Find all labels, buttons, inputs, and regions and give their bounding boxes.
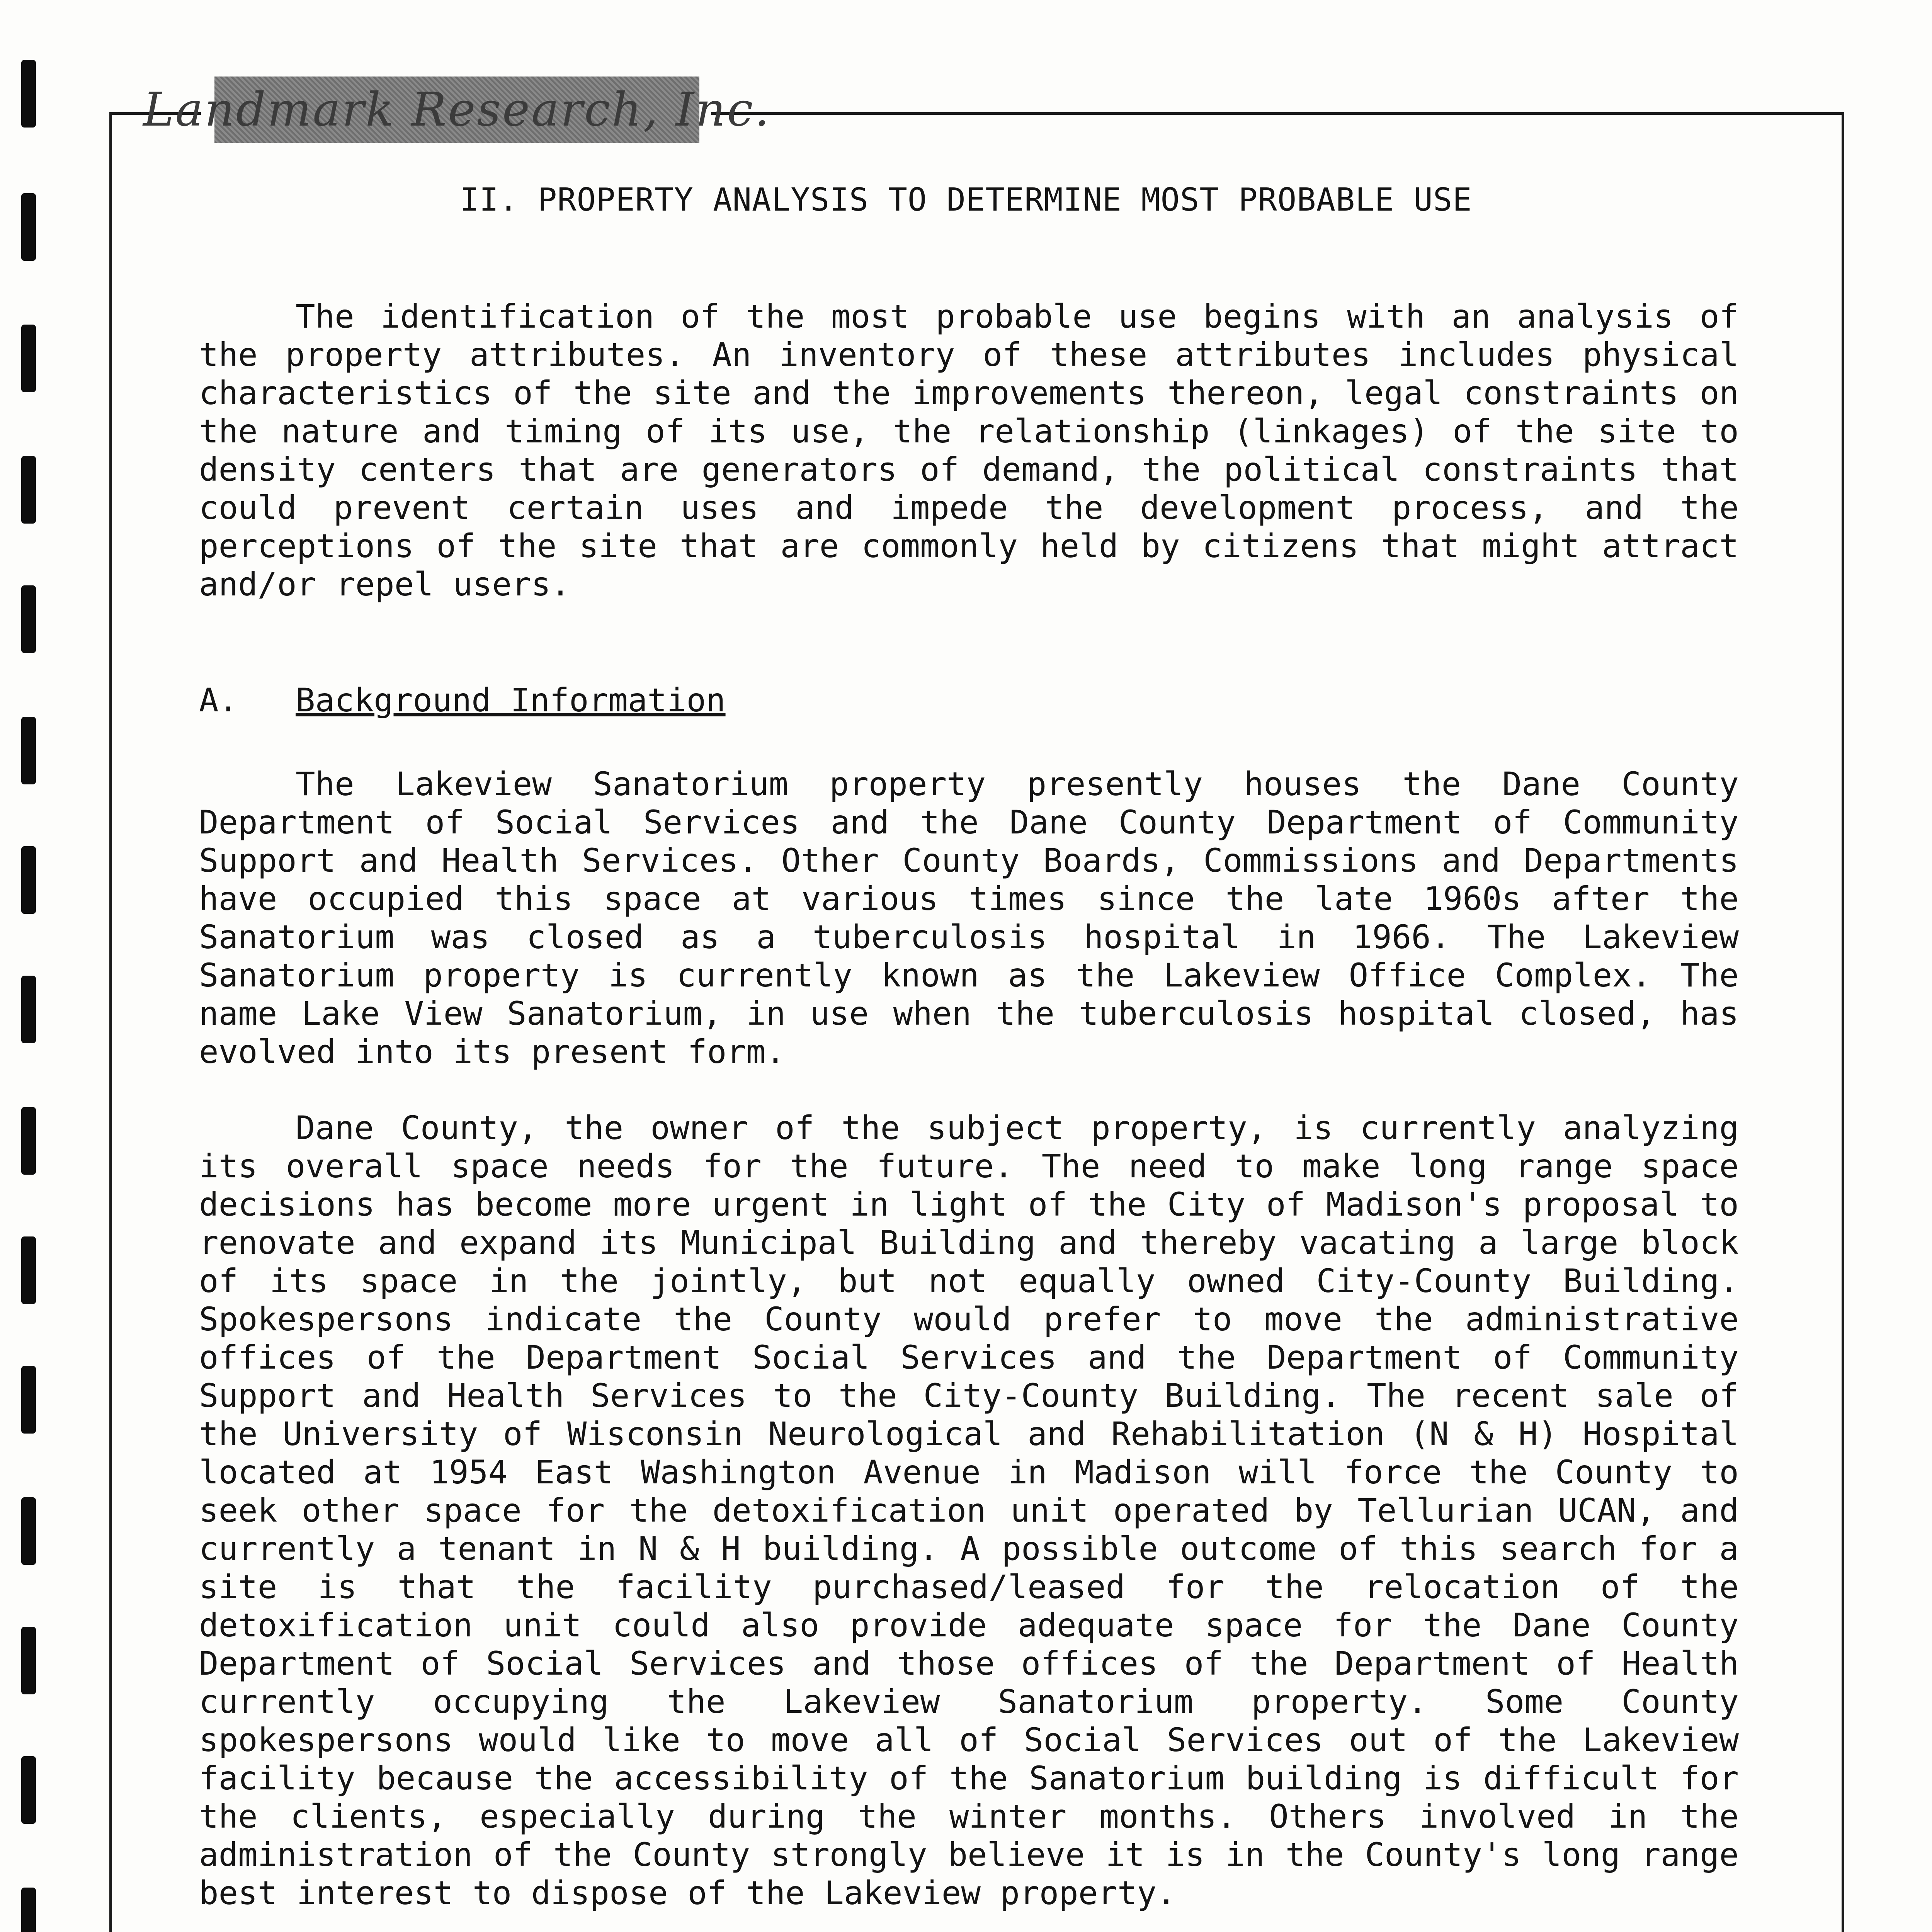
binder-hole — [21, 456, 36, 524]
section-title: Background Information — [296, 681, 726, 719]
binder-hole — [21, 717, 36, 784]
binder-hole — [21, 585, 36, 653]
binder-hole — [21, 1236, 36, 1304]
binder-hole — [21, 976, 36, 1043]
section-letter: A. — [199, 681, 238, 719]
intro-paragraph: The identification of the most probable use begins with an analysis of the property attributes. An inventory of these attributes includes physical characteristics of the site and the improvements thereon, legal constraints on the nature and timing of its use, the relationship (linkages) of the site to density centers that are generators of demand, the political constraints that could prevent certain uses and impede the development process, and the perceptions of the site that are commonly held by citizens that might attract and/or repel users. — [199, 298, 1739, 603]
binder-hole — [21, 325, 36, 392]
background-paragraph-2: Dane County, the owner of the subject property, is currently analyzing its overall space needs for the future. The need to make long range space decisions has become more urgent in light of the City of Madison's proposal to renovate and expand its Municipal Building and thereby vacating a large block of its space in the jointly, but not equally owned City-County Building. Spokespersons indicate the County would prefer to move the administrative offices of the Department Social Services and the Department of Community Support and Health Services to the City-County Building. The recent sale of the University of Wisconsin Neurological and Rehabilitation (N & H) Hospital located at 1954 East Washington Avenue in Madison will force the County to seek other space for the detoxification unit operated by Tellurian UCAN, and currently a tenant in N & H building. A possible outcome of this search for a site is that the facility purchased/leased for the relocation of the detoxification unit could also provide adequate space for the Dane County Department of Social Services and those offices of the Department of Health currently occupying the Lakeview Sanatorium property. Some County spokespersons would like to move all of Social Services out of the Lakeview facility because the accessibility of the Sanatorium building is difficult for the clients, especially during the winter months. Others involved in the administration of the County strongly believe it is in the County's long range best interest to dispose of the Lakeview property. — [199, 1109, 1739, 1912]
binder-hole — [21, 1627, 36, 1694]
binder-hole — [21, 1888, 36, 1932]
background-paragraph-1: The Lakeview Sanatorium property presently houses the Dane County Department of Social Services and the Dane County Department of Community Support and Health Services. Other County Boards, Commissions and Departments have occupied this space at various times since the late 1960s after the Sanatorium was closed as a tuberculosis hospital in 1966. The Lakeview Sanatorium property is currently known as the Lakeview Office Complex. The name Lake View Sanatorium, in use when the tuberculosis hospital closed, has evolved into its present form. — [199, 765, 1739, 1071]
binder-hole — [21, 193, 36, 261]
binder-hole — [21, 1497, 36, 1565]
company-logo — [143, 77, 771, 143]
binder-hole — [21, 1107, 36, 1175]
logo-text: Landmark Research, Inc. — [143, 83, 771, 137]
binder-hole — [21, 1756, 36, 1824]
binder-hole — [21, 1366, 36, 1434]
binder-hole — [21, 60, 36, 128]
binder-hole — [21, 846, 36, 914]
page-title: II. PROPERTY ANALYSIS TO DETERMINE MOST PROBABLE USE — [460, 182, 1472, 218]
